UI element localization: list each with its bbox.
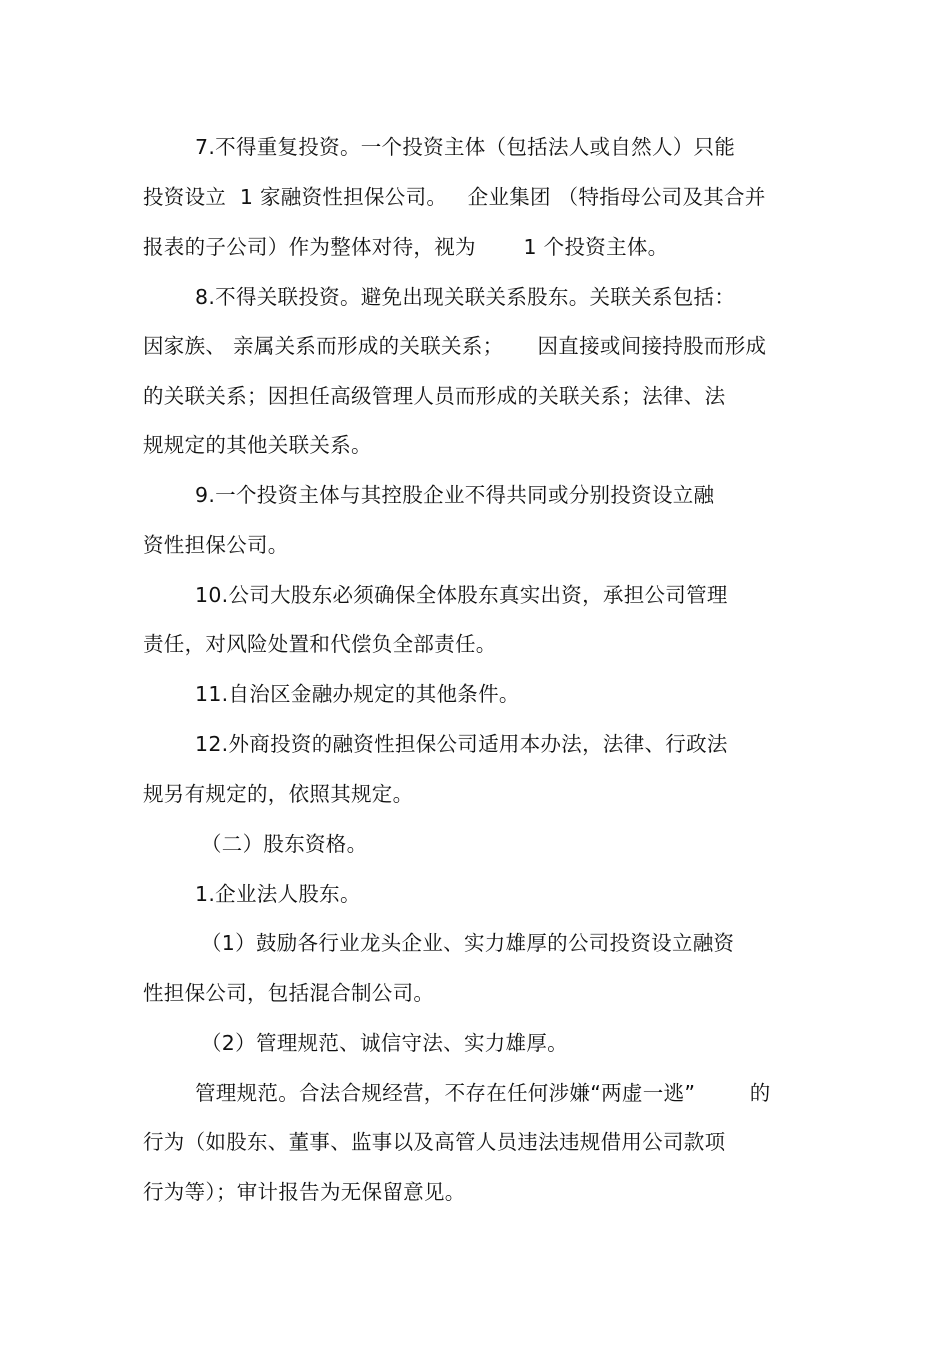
text-line-11: 责任，对风险处置和代偿负全部责任。 [143, 632, 497, 656]
text-line-8: 9.一个投资主体与其控股企业不得共同或分别投资设立融 [195, 483, 715, 507]
text-line-2: 投资设立 1 家融资性担保公司。 企业集团 （特指母公司及其合并 [143, 185, 766, 209]
text-line-20: 管理规范。合法合规经营，不存在任何涉嫌“两虚一逃” 的 [195, 1081, 771, 1105]
text-line-13: 12.外商投资的融资性担保公司适用本办法，法律、行政法 [195, 732, 728, 756]
text-line-16: 1.企业法人股东。 [195, 882, 361, 906]
text-line-22: 行为等）；审计报告为无保留意见。 [143, 1180, 466, 1204]
text-line-18: 性担保公司，包括混合制公司。 [143, 981, 435, 1005]
text-line-9: 资性担保公司。 [143, 533, 289, 557]
text-line-6: 的关联关系；因担任高级管理人员而形成的关联关系；法律、法 [143, 384, 726, 408]
text-line-17: （1）鼓励各行业龙头企业、实力雄厚的公司投资设立融资 [201, 931, 735, 955]
text-line-5: 因家族、 亲属关系而形成的关联关系； 因直接或间接持股而形成 [143, 334, 767, 358]
text-line-14: 规另有规定的，依照其规定。 [143, 782, 414, 806]
text-line-10: 10.公司大股东必须确保全体股东真实出资，承担公司管理 [195, 583, 728, 607]
text-line-1: 7.不得重复投资。一个投资主体（包括法人或自然人）只能 [195, 135, 736, 159]
text-line-21: 行为（如股东、董事、监事以及高管人员违法违规借用公司款项 [143, 1130, 726, 1154]
text-line-15: （二）股东资格。 [201, 832, 368, 856]
text-line-19: （2）管理规范、诚信守法、实力雄厚。 [201, 1031, 568, 1055]
text-line-12: 11.自治区金融办规定的其他条件。 [195, 682, 520, 706]
text-line-7: 规规定的其他关联关系。 [143, 433, 372, 457]
text-line-3: 报表的子公司）作为整体对待，视为 1 个投资主体。 [143, 235, 669, 259]
text-line-4: 8.不得关联投资。避免出现关联关系股东。关联关系包括： [195, 285, 736, 309]
